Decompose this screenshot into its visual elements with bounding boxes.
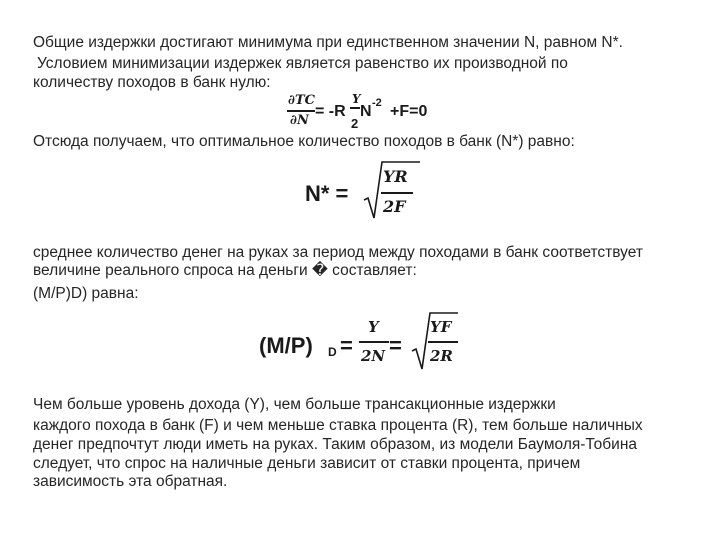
md-eq2: =	[389, 333, 402, 358]
md-eq1: =	[340, 333, 353, 358]
md-num2: YF	[430, 318, 452, 336]
paragraph1-line2: Условием минимизации издержек является равенство их производной по	[37, 55, 568, 72]
nstar-numerator: YR	[383, 167, 408, 186]
paragraph4-line4: следует, что спрос на наличные деньги зависит от ставки процента, причем	[33, 455, 581, 472]
nstar-fraction-bar	[381, 192, 413, 194]
paragraph4-line2: каждого похода в банк (F) и чем меньше ставка процента (R), тем больше наличных	[33, 417, 643, 434]
paragraph4-line1: Чем больше уровень дохода (Y), чем больше трансакционные издержки	[33, 396, 556, 413]
md-num1: Y	[368, 318, 379, 336]
md-subscript: D	[328, 345, 337, 359]
derivative-tail: +F=0	[390, 103, 428, 120]
md-fraction-bar-2	[428, 341, 458, 343]
derivative-numerator: ∂TC	[288, 93, 315, 108]
paragraph1-line3: количеству походов в банк нулю:	[33, 74, 271, 91]
md-den1: 2N	[361, 347, 386, 365]
paragraph3-line2: величине реального спроса на деньги � составляет:	[33, 262, 417, 279]
nstar-lhs: N* =	[305, 181, 349, 206]
nstar-denominator: 2F	[383, 197, 406, 216]
md-den2: 2R	[430, 347, 453, 365]
md-lhs: (M/P)	[259, 333, 313, 358]
paragraph3-line3: (M/P)D) равна:	[33, 285, 139, 302]
paragraph3-line1: среднее количество денег на руках за период между походами в банк соответствует	[33, 244, 643, 261]
paragraph4-line5: зависимость эта обратная.	[33, 473, 228, 490]
derivative-two-denominator: 2	[351, 116, 359, 131]
derivative-fraction-bar	[287, 110, 315, 112]
derivative-exponent: -2	[372, 97, 382, 109]
paragraph2: Отсюда получаем, что оптимальное количество походов в банк (N*) равно:	[33, 133, 575, 150]
derivative-y-numerator: Y	[352, 92, 361, 106]
derivative-denominator: ∂N	[290, 113, 309, 128]
md-fraction-bar-1	[359, 341, 389, 343]
paragraph4-line3: денег предпочтут люди иметь на руках. Таким образом, из модели Баумоля-Тобина	[33, 436, 638, 453]
derivative-eq-minus-r: = -R	[315, 103, 346, 120]
paragraph1-line1: Общие издержки достигают минимума при единственном значении N, равном N*.	[33, 34, 623, 51]
derivative-n: N	[360, 103, 372, 120]
derivative-y-fraction-bar	[350, 107, 360, 109]
